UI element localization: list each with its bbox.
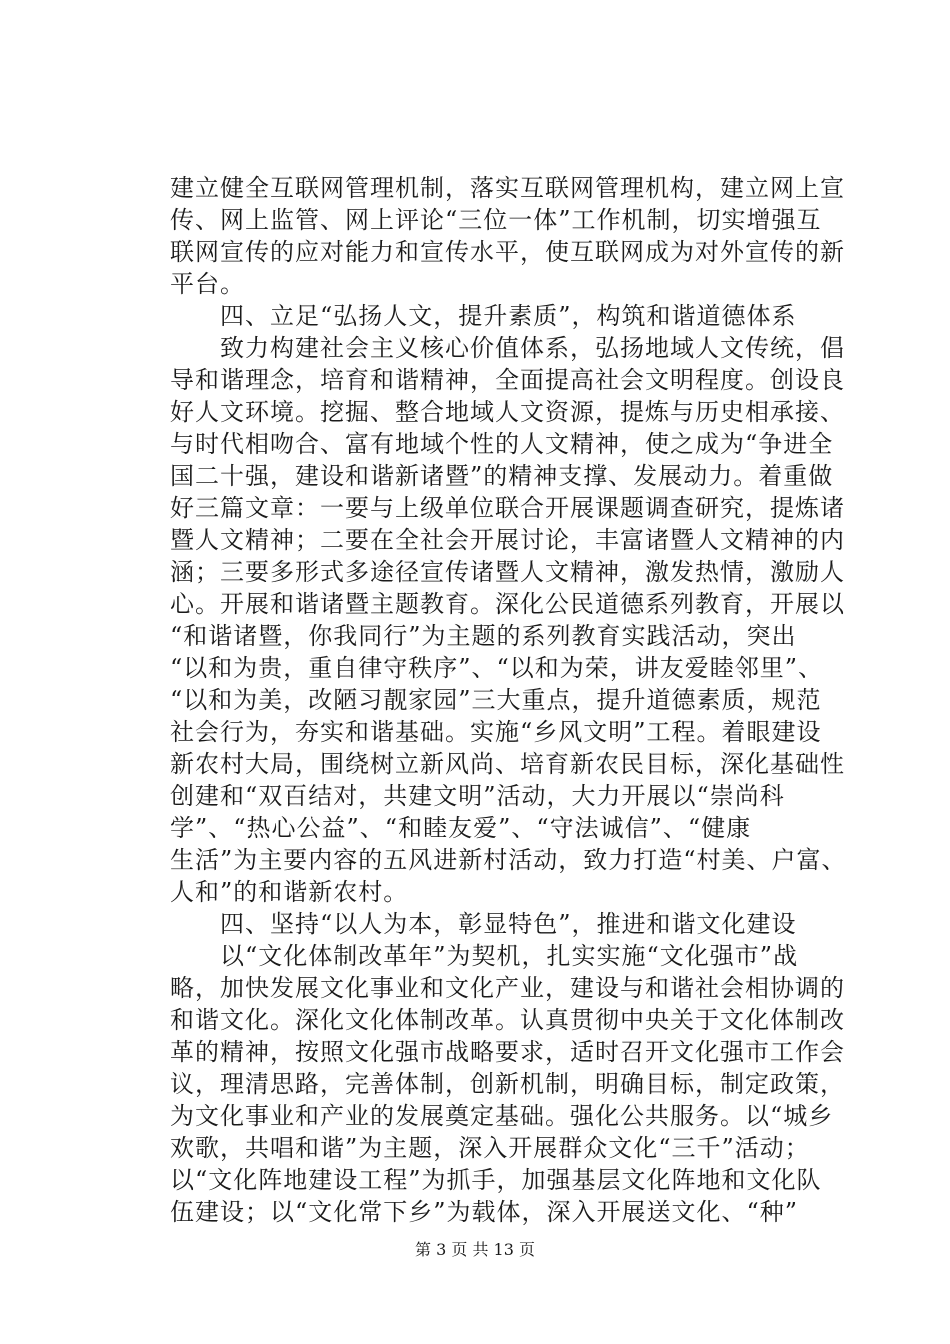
text-line: 好人文环境。挖掘、整合地域人文资源，提炼与历史相承接、 (170, 398, 845, 426)
text-line: “以和为贵，重自律守秩序”、“以和为荣，讲友爱睦邻里”、 (170, 654, 824, 682)
text-line: 致力构建社会主义核心价值体系，弘扬地域人文传统，倡 (170, 334, 845, 362)
text-line: 革的精神，按照文化强市战略要求，适时召开文化强市工作会 (170, 1038, 845, 1066)
text-line: 欢歌，共唱和谐”为主题，深入开展群众文化“三千”活动； (170, 1134, 810, 1162)
text-line: 议，理清思路，完善体制，创新机制，明确目标，制定政策， (170, 1070, 845, 1098)
text-line: 与时代相吻合、富有地域个性的人文精神，使之成为“争进全 (170, 430, 834, 458)
text-line: 略，加快发展文化事业和文化产业，建设与和谐社会相协调的 (170, 974, 845, 1002)
text-line: 涵；三要多形式多途径宣传诸暨人文精神，激发热情，激励人 (170, 558, 845, 586)
text-line: 为文化事业和产业的发展奠定基础。强化公共服务。以“城乡 (170, 1102, 834, 1130)
text-line: 传、网上监管、网上评论“三位一体”工作机制，切实增强互 (170, 206, 822, 234)
text-line: 生活”为主要内容的五风进新村活动，致力打造“村美、户富、 (170, 846, 847, 874)
text-line: 和谐文化。深化文化体制改革。认真贯彻中央关于文化体制改 (170, 1006, 845, 1034)
text-line: 学”、“热心公益”、“和睦友爱”、“守法诚信”、“健康 (170, 814, 752, 842)
text-line: 平台。 (170, 270, 245, 298)
text-line: “以和为美，改陋习靓家园”三大重点，提升道德素质，规范 (170, 686, 822, 714)
text-line: 社会行为，夯实和谐基础。实施“乡风文明”工程。着眼建设 (170, 718, 822, 746)
text-line: 以“文化体制改革年”为契机，扎实实施“文化强市”战 (170, 942, 799, 970)
text-line: 建立健全互联网管理机制，落实互联网管理机构，建立网上宣 (170, 174, 845, 202)
page-footer: 第 3 页 共 13 页 (415, 1240, 535, 1259)
text-line: 以“文化阵地建设工程”为抓手，加强基层文化阵地和文化队 (170, 1166, 822, 1194)
text-line: 国二十强，建设和谐新诸暨”的精神支撑、发展动力。着重做 (170, 462, 834, 490)
text-line: 人和”的和谐新农村。 (170, 878, 409, 906)
text-line: “和谐诸暨，你我同行”为主题的系列教育实践活动，突出 (170, 622, 797, 650)
text-line: 暨人文精神；二要在全社会开展讨论，丰富诸暨人文精神的内 (170, 526, 845, 554)
body-text (170, 172, 847, 1228)
text-line: 心。开展和谐诸暨主题教育。深化公民道德系列教育，开展以 (170, 590, 845, 618)
text-line: 四、坚持“以人为本，彰显特色”，推进和谐文化建设 (170, 910, 797, 938)
text-line: 创建和“双百结对，共建文明”活动，大力开展以“崇尚科 (170, 782, 785, 810)
text-line: 四、立足“弘扬人文，提升素质”，构筑和谐道德体系 (170, 302, 797, 330)
text-line: 好三篇文章：一要与上级单位联合开展课题调查研究，提炼诸 (170, 494, 845, 522)
text-line: 新农村大局，围绕树立新风尚、培育新农民目标，深化基础性 (170, 750, 845, 778)
text-line: 导和谐理念，培育和谐精神，全面提高社会文明程度。创设良 (170, 366, 845, 394)
text-line: 联网宣传的应对能力和宣传水平，使互联网成为对外宣传的新 (170, 238, 845, 266)
text-line: 伍建设；以“文化常下乡”为载体，深入开展送文化、“种” (170, 1198, 799, 1226)
